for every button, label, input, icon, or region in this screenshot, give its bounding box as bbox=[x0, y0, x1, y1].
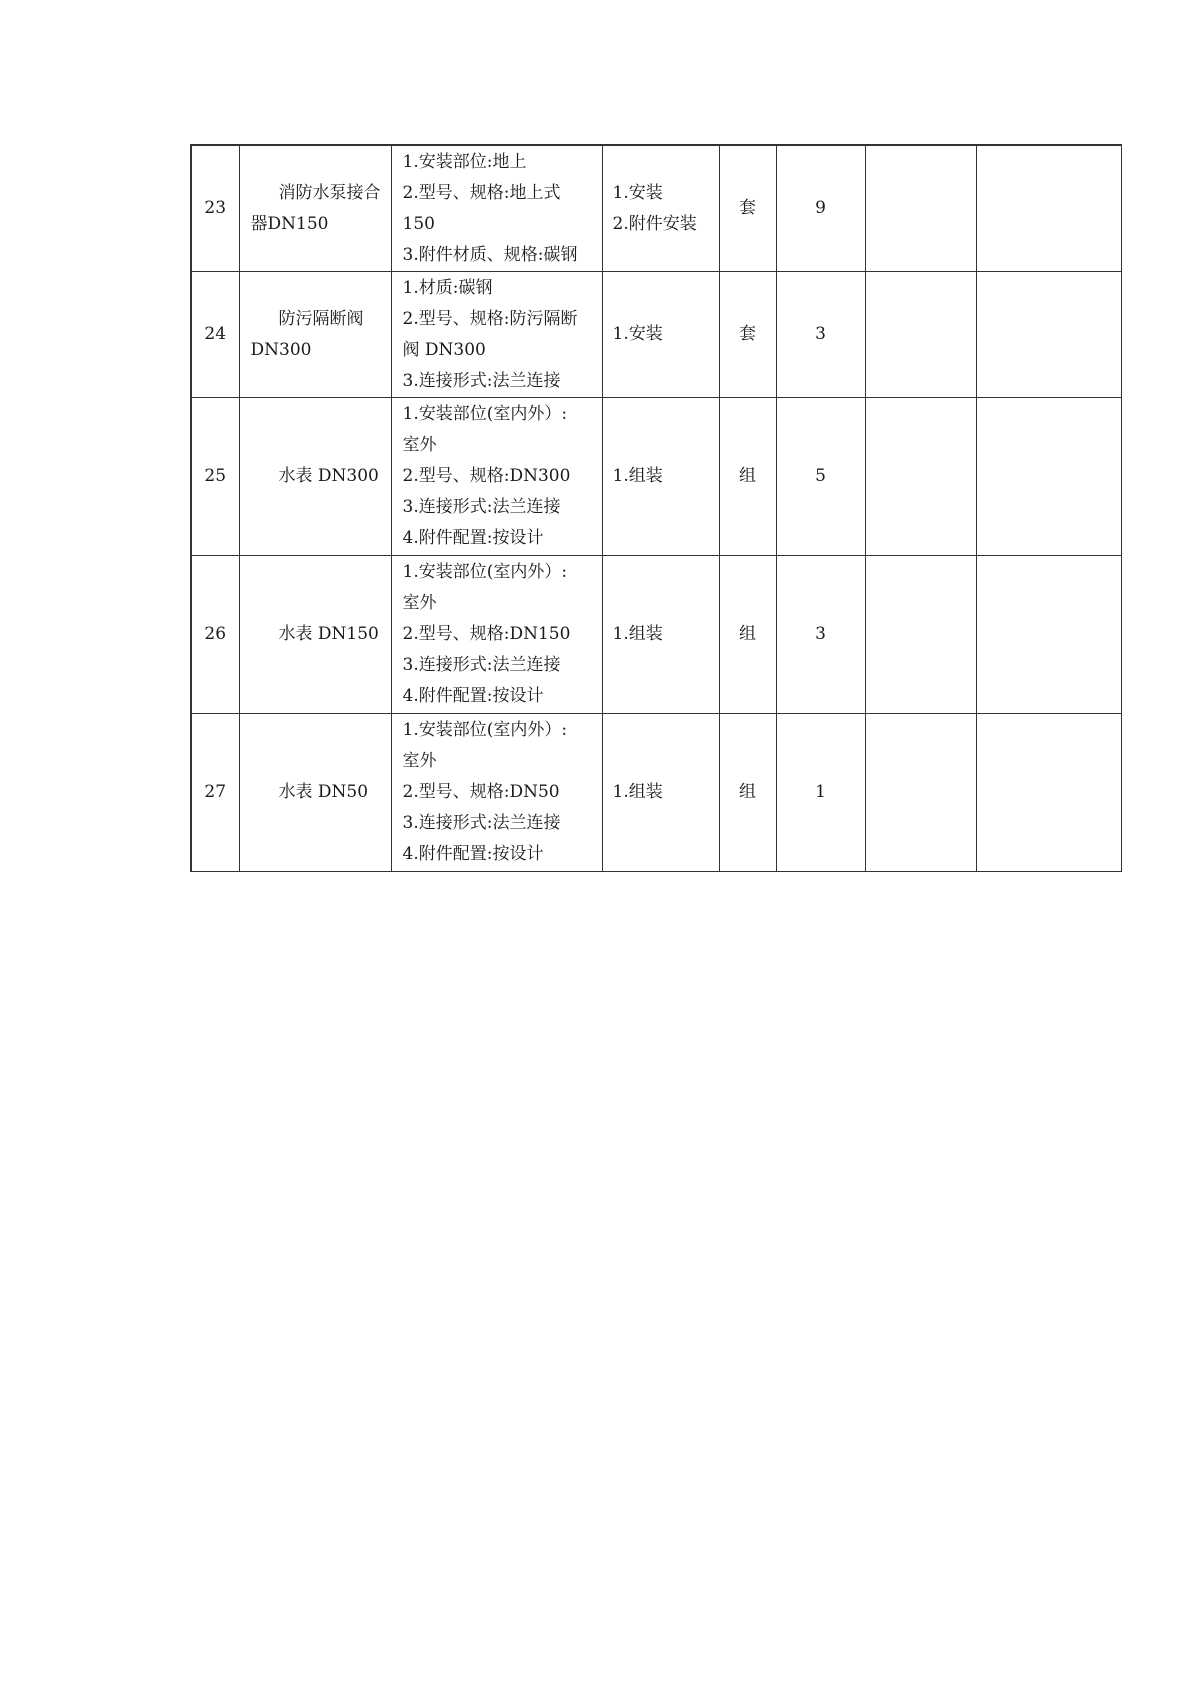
item-unit: 组 bbox=[719, 556, 776, 714]
item-features bbox=[391, 556, 602, 714]
feature-line: 2.型号、规格:DN300 bbox=[402, 466, 571, 486]
item-name-line: 水表 DN150 bbox=[278, 624, 379, 644]
feature-line: 3.连接形式:法兰连接 bbox=[402, 813, 561, 833]
item-name bbox=[239, 145, 391, 272]
work-line: 1.组装 bbox=[612, 624, 663, 644]
feature-line: 1.材质:碳钢 bbox=[402, 277, 493, 298]
item-unit: 套 bbox=[719, 272, 776, 398]
empty-cell bbox=[976, 398, 1121, 556]
item-features bbox=[391, 398, 602, 556]
feature-line: 3.连接形式:法兰连接 bbox=[402, 655, 561, 675]
item-name bbox=[239, 714, 391, 872]
table-row bbox=[191, 398, 1121, 556]
empty-cell bbox=[865, 272, 976, 398]
work-line: 2.附件安装 bbox=[612, 213, 697, 234]
feature-line: 2.型号、规格:防污隔断 bbox=[402, 308, 578, 329]
table-row bbox=[191, 272, 1121, 398]
feature-line: 2.型号、规格:DN50 bbox=[402, 782, 560, 802]
table-row bbox=[191, 714, 1121, 872]
work-line: 1.安装 bbox=[612, 182, 663, 203]
work-line: 1.组装 bbox=[612, 782, 663, 802]
work-line: 1.组装 bbox=[612, 466, 663, 486]
item-name-line: 器DN150 bbox=[250, 213, 329, 234]
item-name bbox=[239, 556, 391, 714]
feature-line: 3.连接形式:法兰连接 bbox=[402, 497, 561, 517]
item-features bbox=[391, 714, 602, 872]
item-number: 25 bbox=[191, 398, 239, 556]
empty-cell bbox=[976, 714, 1121, 872]
item-features bbox=[391, 272, 602, 398]
feature-line: 1.安装部位:地上 bbox=[402, 151, 527, 172]
item-work-content bbox=[602, 398, 719, 556]
feature-line: 150 bbox=[402, 213, 435, 234]
feature-line: 3.连接形式:法兰连接 bbox=[402, 370, 561, 391]
item-number: 26 bbox=[191, 556, 239, 714]
table-row bbox=[191, 145, 1121, 272]
feature-line: 4.附件配置:按设计 bbox=[402, 686, 544, 706]
feature-line: 室外 bbox=[402, 435, 437, 455]
feature-line: 3.附件材质、规格:碳钢 bbox=[402, 244, 578, 265]
empty-cell bbox=[865, 556, 976, 714]
item-name-line: 水表 DN300 bbox=[278, 466, 379, 486]
feature-line: 2.型号、规格:DN150 bbox=[402, 624, 571, 644]
item-work-content bbox=[602, 272, 719, 398]
feature-line: 4.附件配置:按设计 bbox=[402, 844, 544, 864]
item-work-content bbox=[602, 556, 719, 714]
item-name bbox=[239, 398, 391, 556]
item-features bbox=[391, 145, 602, 272]
feature-line: 1.安装部位(室内外）: bbox=[402, 404, 568, 424]
item-quantity: 5 bbox=[776, 398, 865, 556]
feature-line: 2.型号、规格:地上式 bbox=[402, 182, 561, 203]
item-work-content bbox=[602, 145, 719, 272]
item-quantity: 1 bbox=[776, 714, 865, 872]
table-row bbox=[191, 556, 1121, 714]
item-unit: 套 bbox=[719, 145, 776, 272]
item-name bbox=[239, 272, 391, 398]
item-quantity: 9 bbox=[776, 145, 865, 272]
item-unit: 组 bbox=[719, 398, 776, 556]
empty-cell bbox=[865, 714, 976, 872]
work-line: 1.安装 bbox=[612, 324, 663, 344]
item-unit: 组 bbox=[719, 714, 776, 872]
empty-cell bbox=[865, 145, 976, 272]
item-work-content bbox=[602, 714, 719, 872]
item-quantity: 3 bbox=[776, 556, 865, 714]
feature-line: 1.安装部位(室内外）: bbox=[402, 562, 568, 582]
item-quantity: 3 bbox=[776, 272, 865, 398]
feature-line: 阀 DN300 bbox=[402, 339, 486, 360]
feature-line: 1.安装部位(室内外）: bbox=[402, 720, 568, 740]
feature-line: 室外 bbox=[402, 751, 437, 771]
empty-cell bbox=[976, 145, 1121, 272]
item-name-line: 水表 DN50 bbox=[278, 782, 369, 802]
empty-cell bbox=[865, 398, 976, 556]
item-number: 24 bbox=[191, 272, 239, 398]
item-name-line: 防污隔断阀 bbox=[278, 308, 364, 329]
empty-cell bbox=[976, 556, 1121, 714]
feature-line: 室外 bbox=[402, 593, 437, 613]
bill-of-quantities-table bbox=[190, 144, 1122, 872]
feature-line: 4.附件配置:按设计 bbox=[402, 528, 544, 548]
empty-cell bbox=[976, 272, 1121, 398]
item-name-line: 消防水泵接合 bbox=[278, 182, 381, 203]
item-number: 23 bbox=[191, 145, 239, 272]
item-name-line: DN300 bbox=[250, 339, 312, 360]
item-number: 27 bbox=[191, 714, 239, 872]
